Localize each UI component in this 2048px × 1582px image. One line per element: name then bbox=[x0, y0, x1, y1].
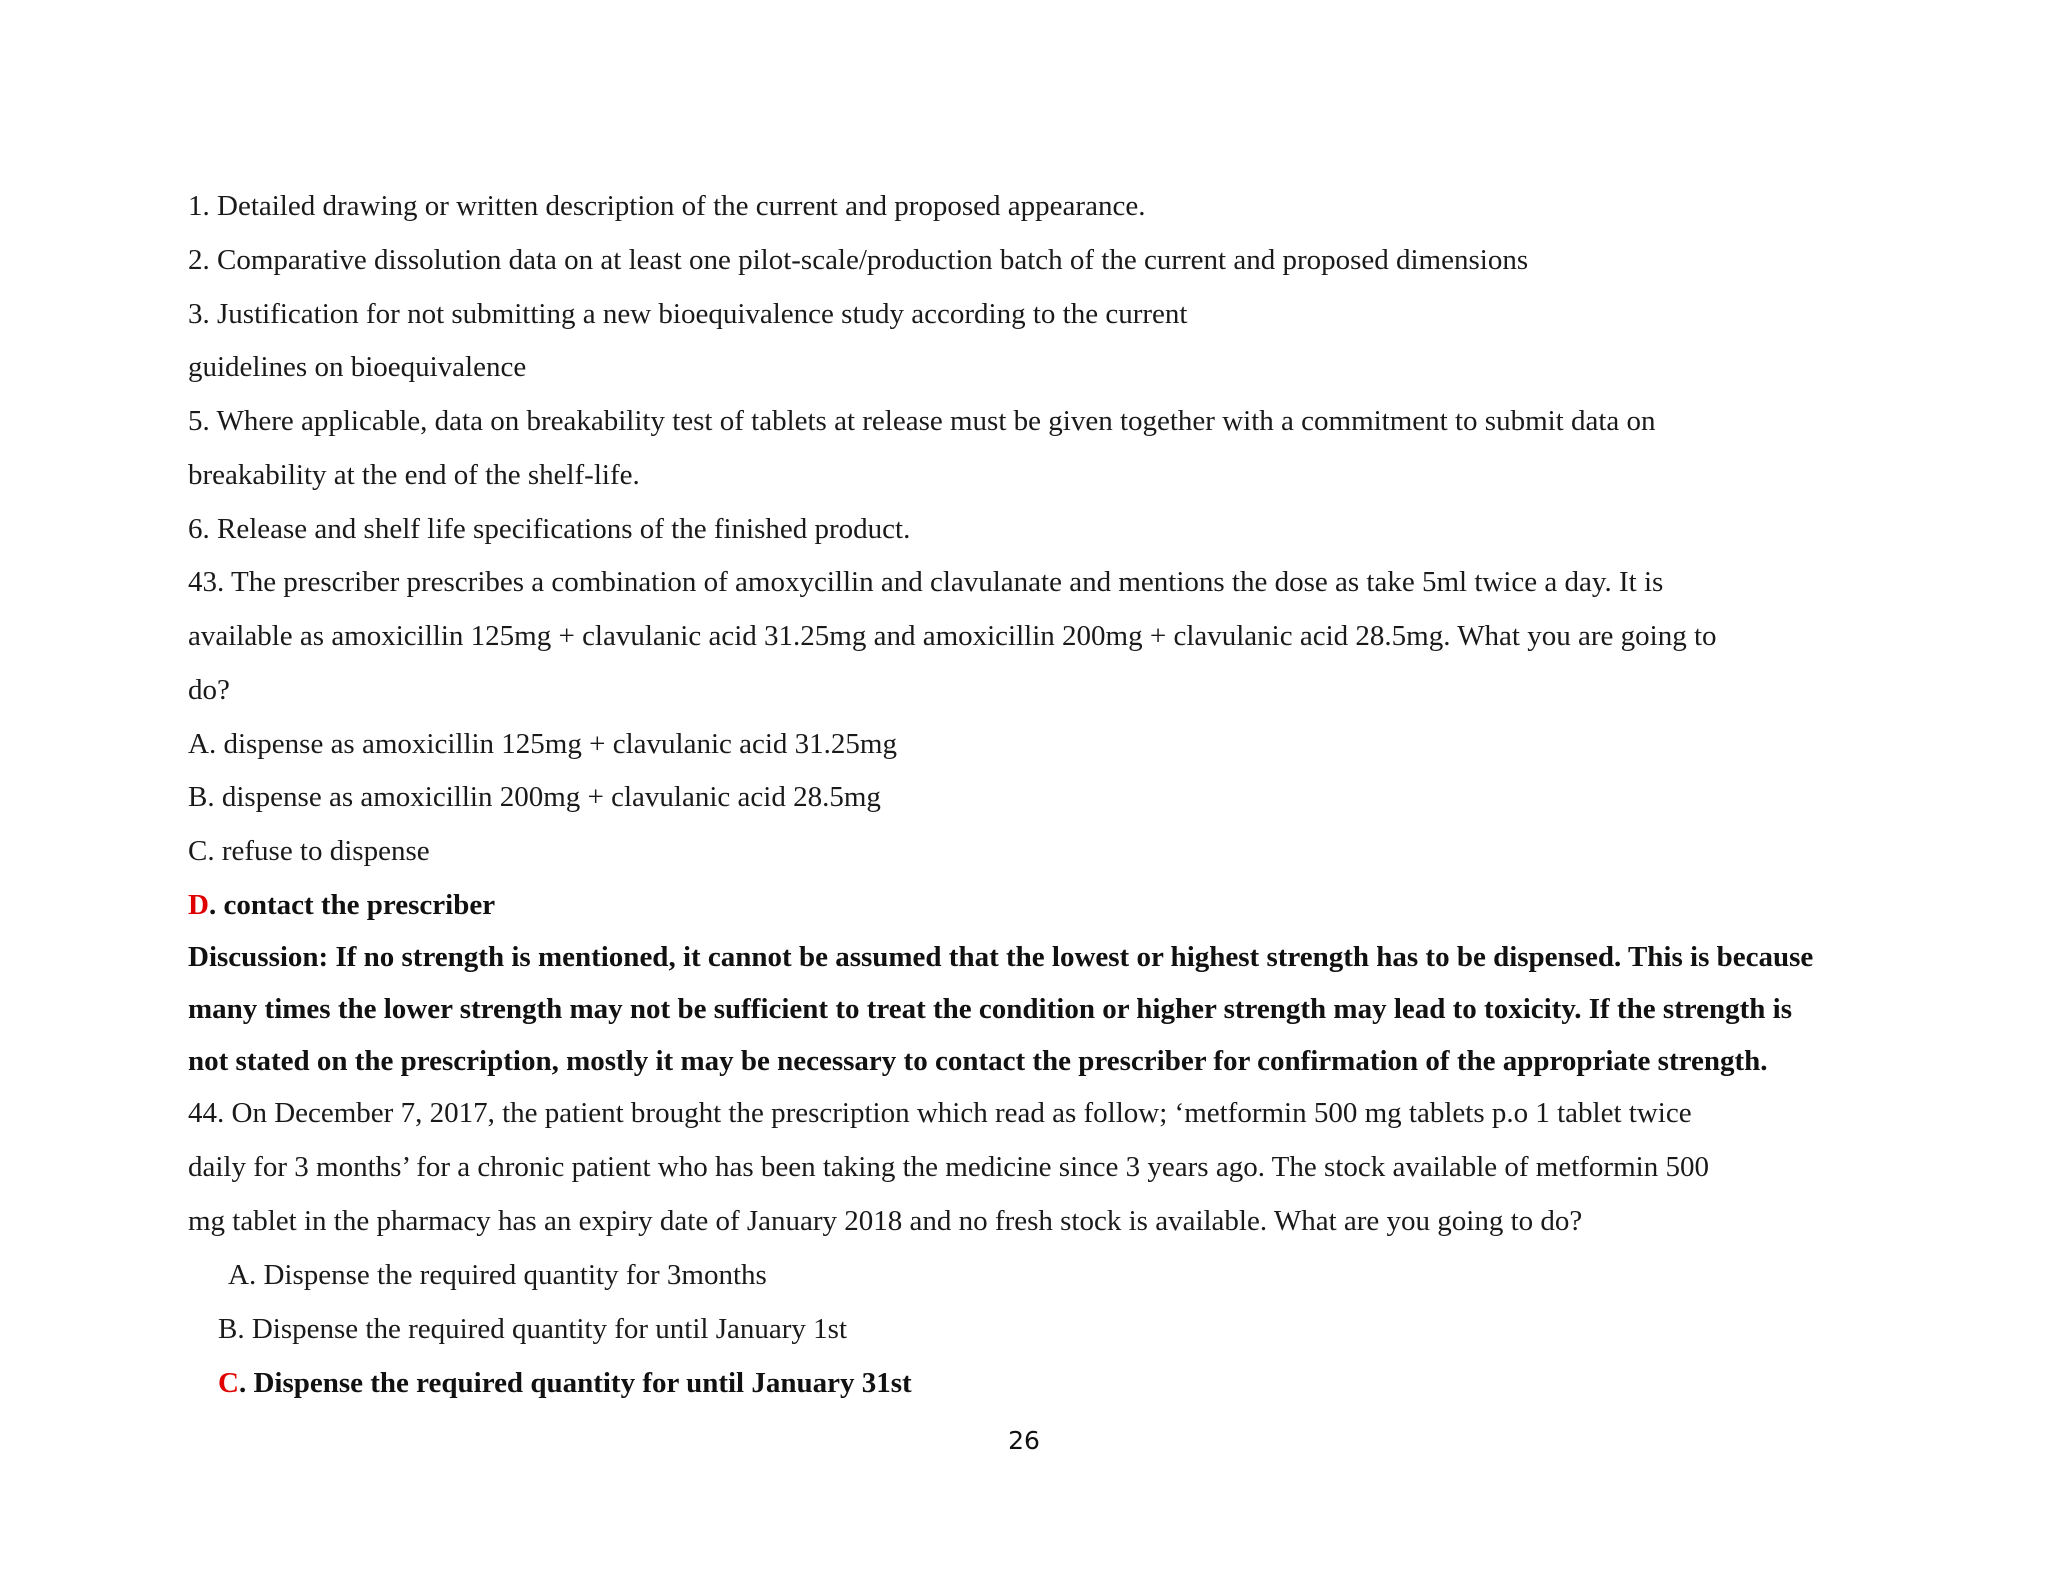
requirement-3: 3. Justification for not submitting a new bioequivalence study according to the current bbox=[188, 298, 1188, 330]
question-43-option-c: C. refuse to dispense bbox=[188, 835, 430, 867]
question-43-discussion: Discussion: If no strength is mentioned, it cannot be assumed that the lowest or highest strength has to be dispensed. This is because bbox=[188, 941, 1814, 973]
page-number: 26 bbox=[1008, 1426, 1040, 1455]
requirement-3-continued: guidelines on bioequivalence bbox=[188, 351, 527, 383]
requirement-6: 6. Release and shelf life specifications of the finished product. bbox=[188, 513, 911, 545]
requirement-5: 5. Where applicable, data on breakability test of tablets at release must be given together with a commitment to submit data on bbox=[188, 405, 1656, 437]
question-43-stem-end: do? bbox=[188, 674, 230, 706]
question-43-discussion-continued: many times the lower strength may not be sufficient to treat the condition or higher strength may lead to toxicity. If the strength is bbox=[188, 993, 1793, 1025]
requirement-1: 1. Detailed drawing or written description of the current and proposed appearance. bbox=[188, 190, 1146, 222]
question-44-stem: 44. On December 7, 2017, the patient brought the prescription which read as follow; ‘metformin 500 mg tablets p.o 1 tablet twice bbox=[188, 1097, 1692, 1129]
question-43-discussion-end: not stated on the prescription, mostly it may be necessary to contact the prescriber for confirmation of the appropriate strength. bbox=[188, 1045, 1768, 1077]
answer-letter: C bbox=[218, 1367, 239, 1399]
answer-letter: D bbox=[188, 889, 209, 921]
answer-text: . contact the prescriber bbox=[208, 889, 496, 921]
requirement-5-continued: breakability at the end of the shelf-life. bbox=[188, 459, 640, 491]
requirement-2: 2. Comparative dissolution data on at least one pilot-scale/production batch of the current and proposed dimensions bbox=[188, 244, 1529, 276]
question-43-answer bbox=[188, 888, 495, 922]
question-43-option-a: A. dispense as amoxicillin 125mg + clavulanic acid 31.25mg bbox=[188, 728, 897, 760]
answer-text: . Dispense the required quantity for until January 31st bbox=[238, 1367, 912, 1399]
question-44-stem-continued: daily for 3 months’ for a chronic patient who has been taking the medicine since 3 years ago. The stock available of metformin 500 bbox=[188, 1151, 1709, 1183]
question-44-stem-end: mg tablet in the pharmacy has an expiry date of January 2018 and no fresh stock is available. What are you going to do? bbox=[188, 1205, 1583, 1237]
question-44-answer bbox=[218, 1366, 912, 1400]
question-43-stem: 43. The prescriber prescribes a combination of amoxycillin and clavulanate and mentions the dose as take 5ml twice a day. It is bbox=[188, 566, 1664, 598]
question-43-stem-continued: available as amoxicillin 125mg + clavulanic acid 31.25mg and amoxicillin 200mg + clavulanic acid 28.5mg. What you are going to bbox=[188, 620, 1717, 652]
question-44-option-a: A. Dispense the required quantity for 3months bbox=[228, 1259, 767, 1291]
question-43-option-b: B. dispense as amoxicillin 200mg + clavulanic acid 28.5mg bbox=[188, 781, 881, 813]
question-44-option-b: B. Dispense the required quantity for until January 1st bbox=[218, 1313, 848, 1345]
